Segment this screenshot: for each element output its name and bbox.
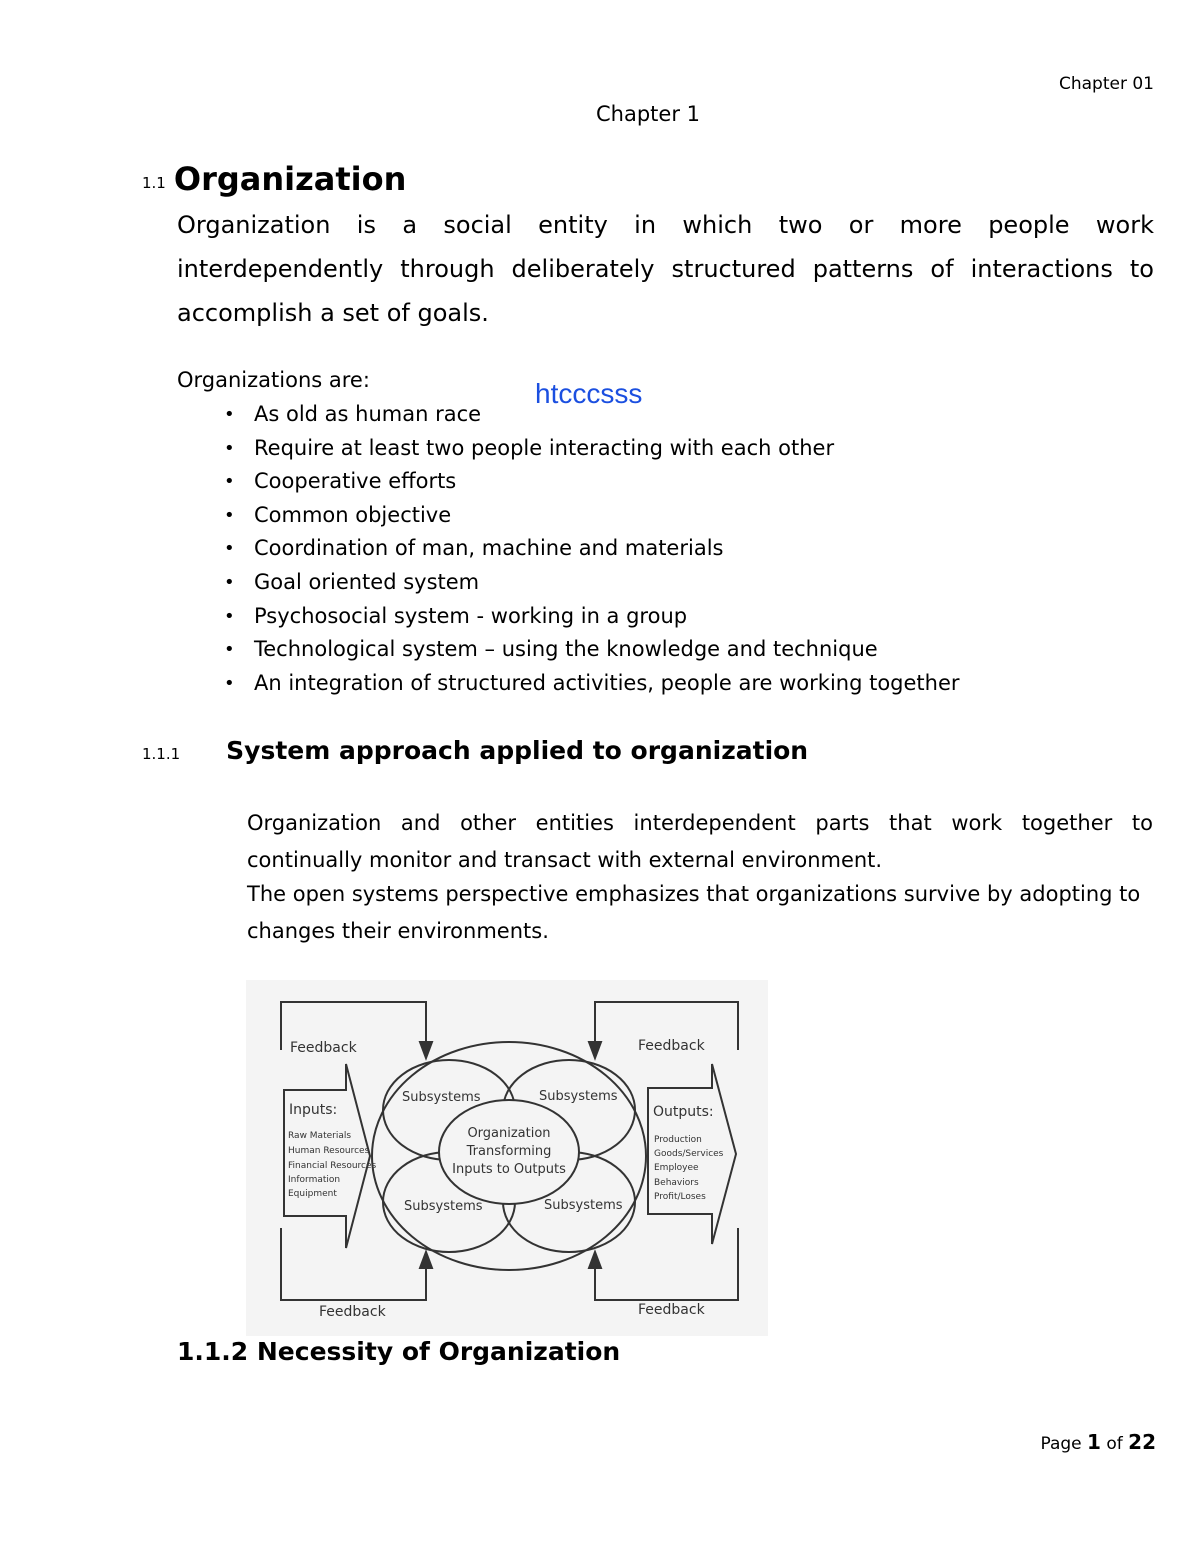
bullet-icon: • [224, 672, 235, 694]
bullet-icon: • [224, 471, 235, 493]
input-item: Raw Materials [288, 1131, 352, 1141]
input-item: Information [288, 1175, 341, 1185]
list-item: • Technological system – using the knowledge and technique [254, 633, 960, 667]
output-item: Employee [654, 1163, 699, 1173]
list-item: • Cooperative efforts [254, 465, 960, 499]
outputs-title: Outputs: [653, 1104, 714, 1120]
center-label: Transforming [466, 1144, 552, 1159]
footer-of: of [1106, 1434, 1123, 1454]
section-title: System approach applied to organization [226, 736, 809, 765]
running-header: Chapter 01 [1058, 74, 1154, 94]
chapter-title: Chapter 1 [596, 102, 700, 126]
open-system-diagram [246, 980, 768, 1336]
list-item: • Goal oriented system [254, 566, 960, 600]
inputs-title: Inputs: [289, 1102, 338, 1118]
organization-definition: Organization is a social entity in which two or more people work interdependently through deliberately structured patterns of interactions to accomplish a set of goals. [177, 211, 1154, 327]
subsystem-label: Subsystems [544, 1198, 623, 1213]
subsystem-label: Subsystems [539, 1089, 618, 1104]
output-item: Profit/Loses [654, 1192, 706, 1202]
bullet-icon: • [224, 404, 235, 425]
current-page: 1 [1087, 1430, 1101, 1454]
list-item: • As old as human race [254, 398, 960, 432]
output-item: Production [654, 1135, 702, 1145]
section-number: 1.1.1 [142, 745, 181, 763]
output-item: Goods/Services [654, 1149, 724, 1159]
bullet-icon: • [224, 504, 235, 526]
center-label: Organization [467, 1126, 551, 1141]
input-item: Equipment [288, 1189, 337, 1199]
section-1-1-2-heading: 1.1.2 Necessity of Organization [177, 1337, 621, 1366]
output-item: Behaviors [654, 1178, 699, 1188]
center-label: Inputs to Outputs [452, 1162, 566, 1177]
bullet-icon: • [224, 538, 235, 560]
feedback-label: Feedback [638, 1038, 705, 1054]
list-item: • An integration of structured activities, people are working together [254, 667, 960, 701]
list-item: • Psychosocial system - working in a group [254, 600, 960, 634]
feedback-label: Feedback [638, 1302, 705, 1318]
input-item: Financial Resources [288, 1161, 377, 1171]
system-approach-paragraph: Organization and other entities interdependent parts that work together to continually monitor and transact with external environment. [247, 811, 1153, 872]
total-pages: 22 [1128, 1430, 1156, 1454]
list-item: • Require at least two people interacting with each other [254, 432, 960, 466]
feedback-label: Feedback [290, 1040, 357, 1056]
bullet-icon: • [224, 639, 235, 661]
list-item: • Coordination of man, machine and materials [254, 532, 960, 566]
bullet-icon: • [224, 571, 235, 593]
section-title: Organization [173, 160, 407, 198]
subsystem-label: Subsystems [404, 1199, 483, 1214]
list-item: • Common objective [254, 499, 960, 533]
subsystem-label: Subsystems [402, 1090, 481, 1105]
organization-traits-list [224, 398, 960, 700]
section-1-1-1-heading [142, 736, 808, 765]
watermark-text: htcccsss [535, 378, 643, 409]
section-number: 1.1 [142, 174, 166, 192]
footer-prefix: Page [1040, 1434, 1082, 1454]
feedback-label: Feedback [319, 1304, 386, 1320]
page-footer [1040, 1430, 1156, 1454]
bullet-icon: • [224, 605, 235, 627]
organizations-are-label: Organizations are: [177, 368, 370, 392]
open-systems-paragraph: The open systems perspective emphasizes that organizations survive by adopting to changes their environments. [247, 882, 1141, 943]
input-item: Human Resources [288, 1146, 370, 1156]
section-1-1-heading [142, 160, 406, 198]
bullet-icon: • [224, 437, 235, 459]
